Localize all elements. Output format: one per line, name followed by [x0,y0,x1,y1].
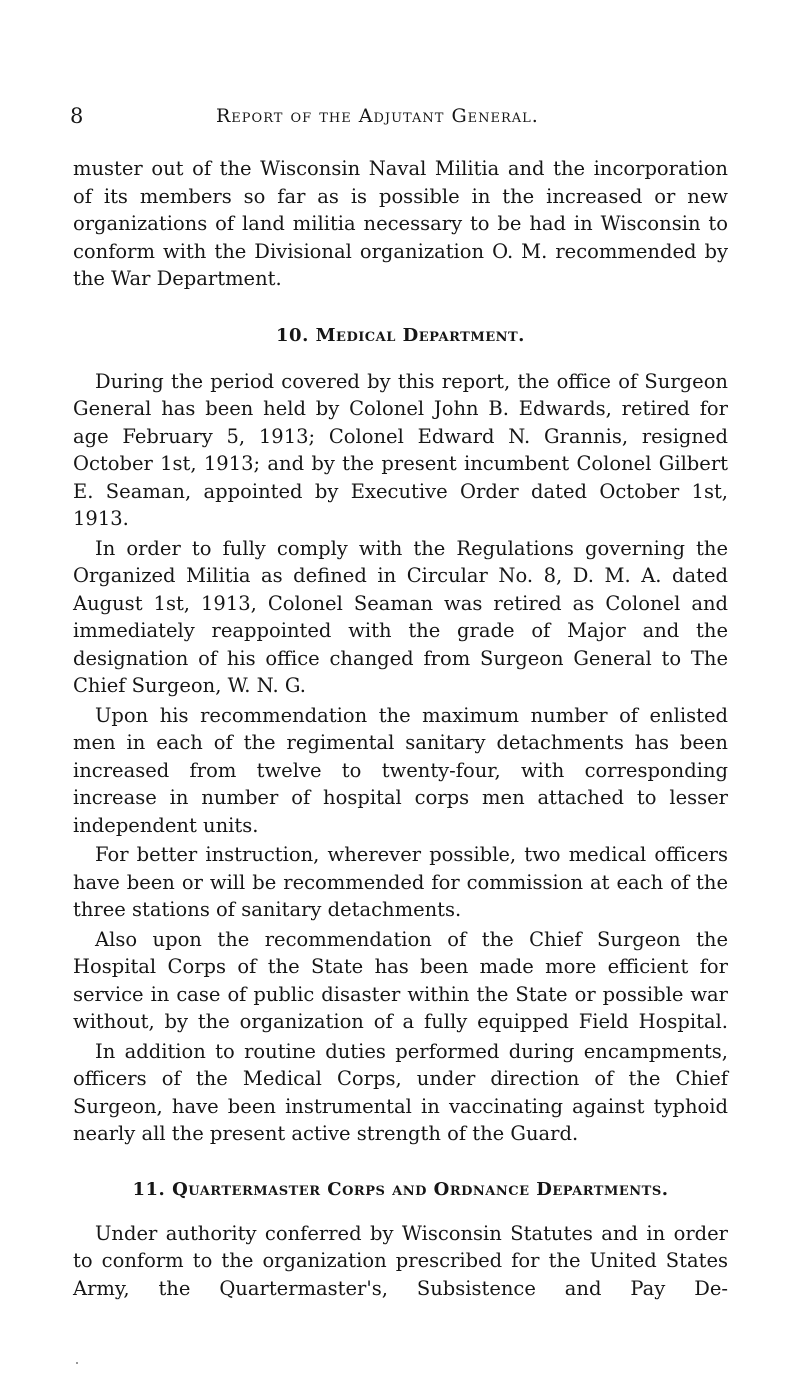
paragraph-regulations: In order to fully comply with the Regulations governing the Organized Militia as defined in Circular No. 8, D. M. A. dated August 1st, 1913, Colonel Seaman was retired as Colonel and immediately reappointed with the grade of Major and the designation of his office changed from Surgeon General to The Chief Surgeon, W. N. G. [73,536,728,697]
page-header [70,104,730,134]
paragraph-hospital-corps: Also upon the recommendation of the Chief Surgeon the Hospital Corps of the State has been made more efficient for service in case of public disaster within the State or possible war without, by the organization of a fully equipped Field Hospital. [73,927,728,1033]
running-head: Report of the Adjutant General. [216,105,539,127]
page-number: 8 [70,104,84,128]
page-body [73,155,728,1302]
paragraph-quartermaster: Under authority conferred by Wisconsin Statutes and in order to conform to the organization prescribed for the United States Army, the Quartermaster's, Subsistence and Pay De- [73,1221,728,1300]
section-heading-medical-department: 10. Medical Department. [276,324,525,346]
section-heading-quartermaster-corps: 11. Quartermaster Corps and Ordnance Departments. [132,1178,669,1200]
continued-paragraph: muster out of the Wisconsin Naval Militia and the incorporation of its members so far as is possible in the increased or new organizations of land militia necessary to be had in Wisconsin to conform with the Divisional organization O. M. recommended by the War Department. [73,157,728,290]
paragraph-routine-duties: In addition to routine duties performed during encampments, officers of the Medical Corps, under direction of the Chief Surgeon, have been instrumental in vaccinating against typhoid nearly all the present active strength of the Guard. [73,1039,728,1145]
paragraph-instruction: For better instruction, wherever possible, two medical officers have been or will be recommended for commission at each of the three stations of sanitary detachments. [73,843,728,921]
paragraph-surgeon-general: During the period covered by this report, the office of Surgeon General has been held by Colonel John B. Edwards, retired for age February 5, 1913; Colonel Edward N. Grannis, resigned October 1st, 1913; and by the present incumbent Colonel Gilbert E. Seaman, appointed by Executive Order dated October 1st, 1913. [73,369,728,530]
scan-speck [76,1362,78,1364]
paragraph-enlisted-men: Upon his recommendation the maximum number of enlisted men in each of the regimental sanitary detachments has been increased from twelve to twenty-four, with corresponding increase in number of hospital corps men attached to lesser independent units. [73,703,728,837]
